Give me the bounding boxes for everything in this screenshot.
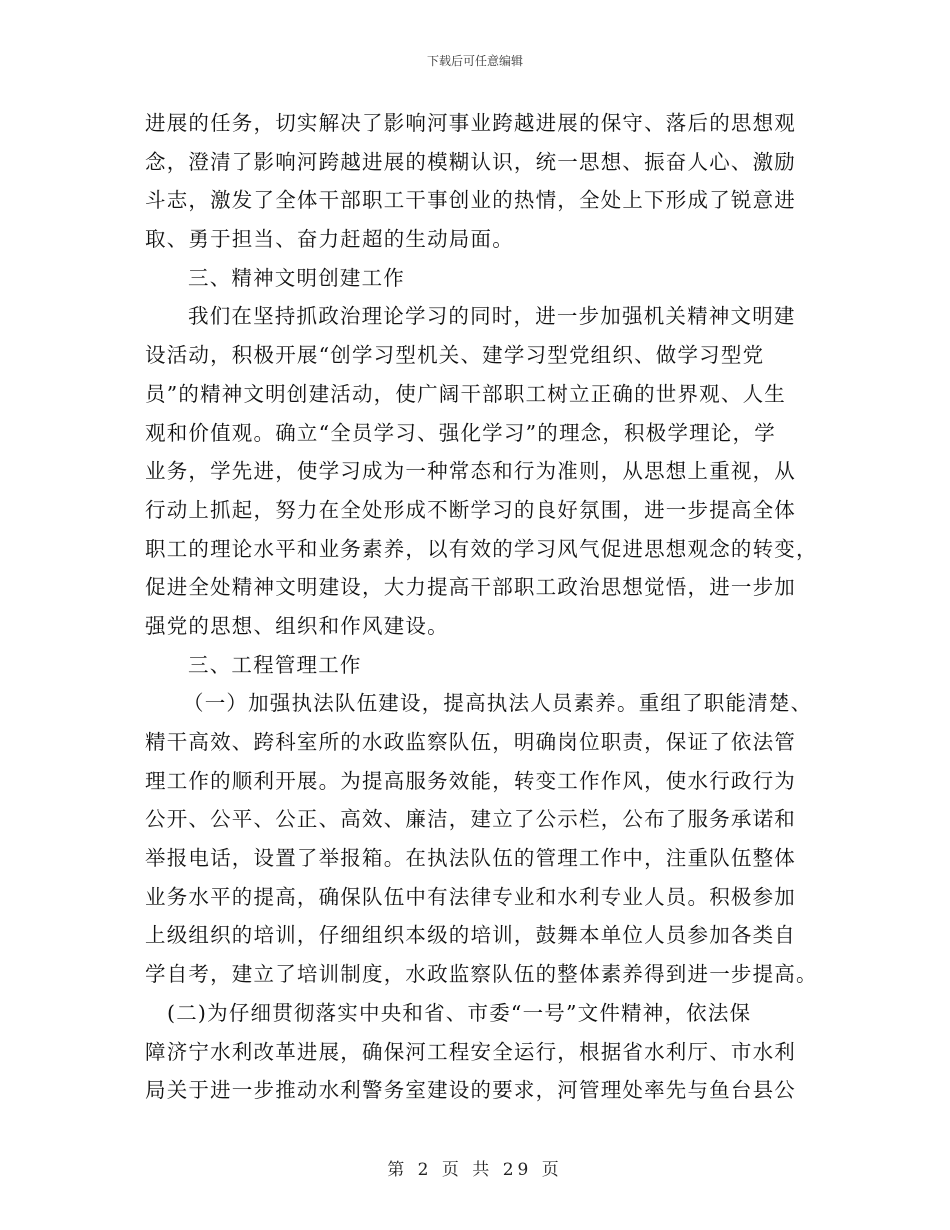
footer-middle: 页 共 xyxy=(441,1160,494,1180)
text-line: 进展的任务，切实解决了影响河事业跨越进展的保守、落后的思想观 xyxy=(145,111,796,135)
paragraph-start: 我们在坚持抓政治理论学习的同时，进一步加强机关精神文明建 xyxy=(188,304,796,329)
text-line: 业务，学先进，使学习成为一种常态和行为准则，从思想上重视，从 xyxy=(145,459,796,484)
text-line: 局关于进一步推动水利警务室建设的要求，河管理处率先与鱼台县公 xyxy=(145,1078,796,1103)
text-line: 斗志，激发了全体干部职工干事创业的热情，全处上下形成了锐意进 xyxy=(145,188,796,213)
current-page-number: 2 xyxy=(417,1160,433,1180)
text-line: 上级组织的培训，仔细组织本级的培训，鼓舞本单位人员参加各类自 xyxy=(145,923,796,948)
text-line: 念，澄清了影响河跨越进展的模糊认识，统一思想、振奋人心、激励 xyxy=(145,149,796,174)
text-line: 业务水平的提高，确保队伍中有法律专业和水利专业人员。积极参加 xyxy=(145,884,796,909)
text-line: 举报电话，设置了举报箱。在执法队伍的管理工作中，注重队伍整体 xyxy=(145,846,796,871)
text-line: 理工作的顺利开展。为提高服务效能，转变工作作风，使水行政行为 xyxy=(145,768,796,793)
text-line: 员”的精神文明创建活动，使广阔干部职工树立正确的世界观、人生 xyxy=(145,381,786,406)
text-line: 公开、公平、公正、高效、廉洁，建立了公示栏，公布了服务承诺和 xyxy=(145,807,796,832)
text-line: 观和价值观。确立“全员学习、强化学习”的理念，积极学理论，学 xyxy=(145,420,776,445)
text-line: 精干高效、跨科室所的水政监察队伍，明确岗位职责，保证了依法管 xyxy=(145,730,796,754)
text-line: 设活动，积极开展“创学习型机关、建学习型党组织、做学习型党 xyxy=(145,343,765,368)
text-line: 学自考，建立了培训制度，水政监察队伍的整体素养得到进一步提高。 xyxy=(145,962,818,987)
footer-prefix: 第 xyxy=(387,1160,409,1180)
footer-suffix: 页 xyxy=(541,1160,563,1180)
document-body xyxy=(145,104,818,1110)
text-line: 促进全处精神文明建设，大力提高干部职工政治思想觉悟，进一步加 xyxy=(145,575,796,600)
text-line: 障济宁水利改革进展，确保河工程安全运行，根据省水利厅、市水利 xyxy=(145,1039,796,1064)
page-footer xyxy=(0,1155,950,1180)
paragraph-start: (二)为仔细贯彻落实中央和省、市委“一号”文件精神，依法保 xyxy=(167,1000,752,1025)
total-page-count: 29 xyxy=(502,1160,533,1180)
text-line: 强党的思想、组织和作风建设。 xyxy=(145,613,449,638)
text-line: 行动上抓起，努力在全处形成不断学习的良好氛围，进一步提高全体 xyxy=(145,497,796,522)
section-heading: 三、精神文明创建工作 xyxy=(188,265,405,290)
text-line: 职工的理论水平和业务素养，以有效的学习风气促进思想观念的转变， xyxy=(145,536,818,561)
page-header: 下载后可任意编辑 xyxy=(426,54,523,68)
section-heading: 三、工程管理工作 xyxy=(188,652,362,677)
paragraph-start: （一）加强执法队伍建设，提高执法人员素养。重组了职能清楚、 xyxy=(183,691,813,716)
text-line: 取、勇于担当、奋力赶超的生动局面。 xyxy=(145,227,514,252)
